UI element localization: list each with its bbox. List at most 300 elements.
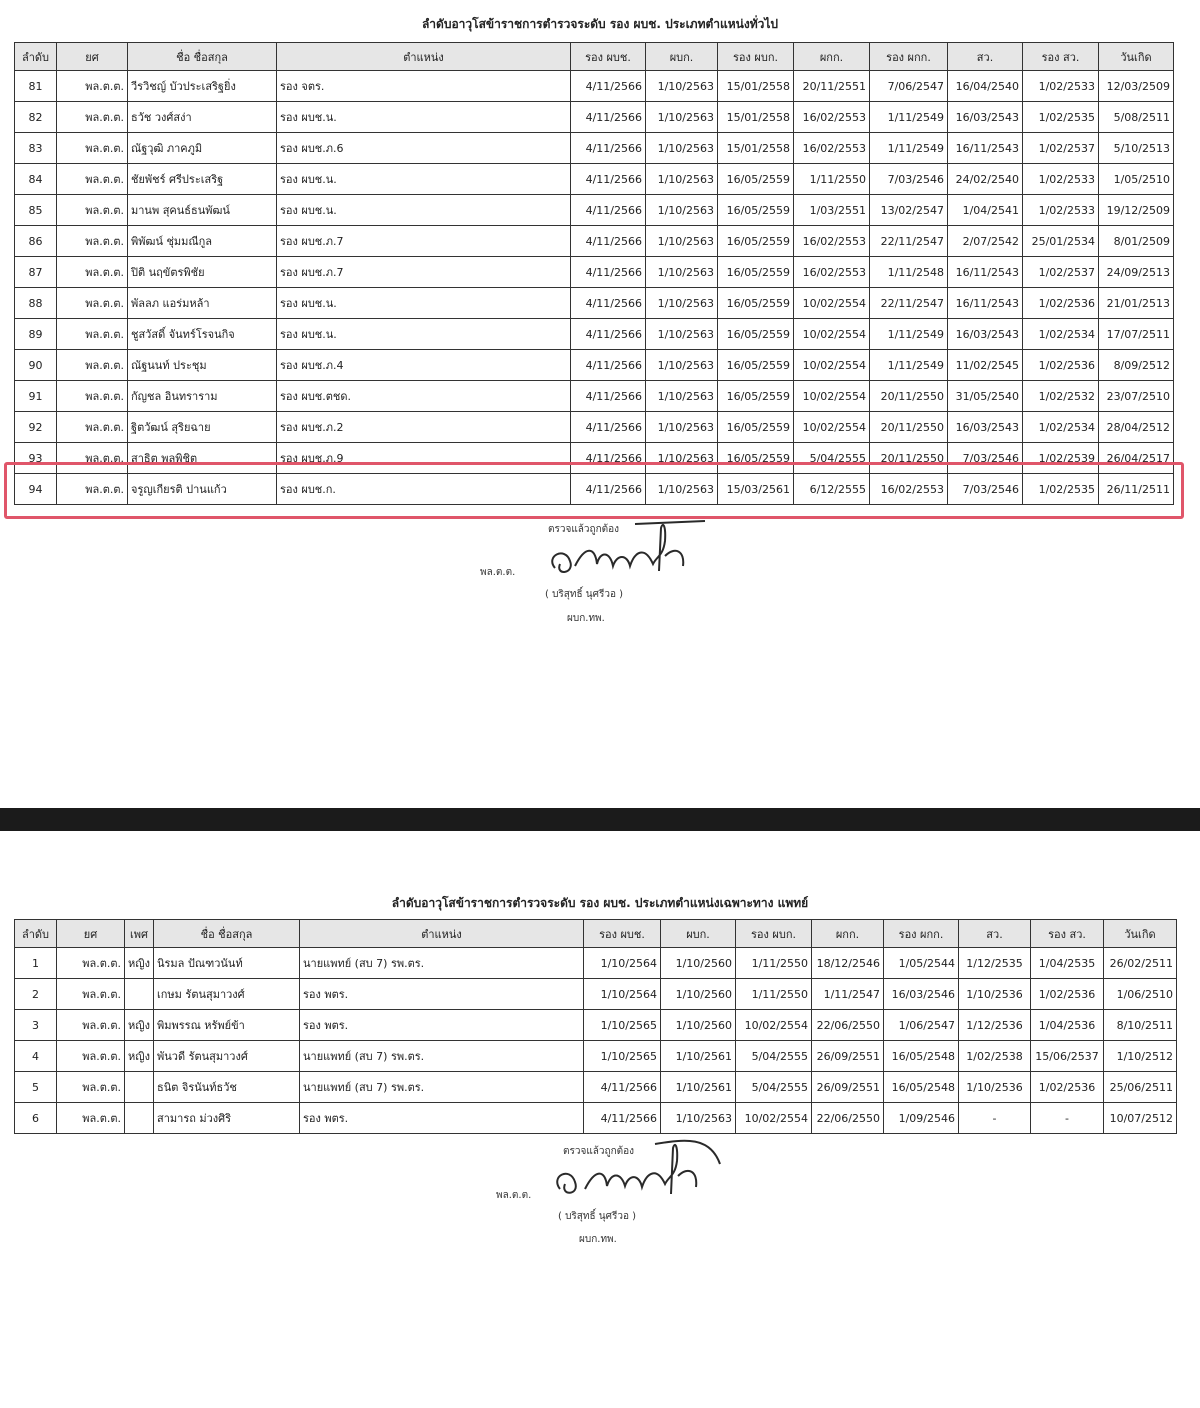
table-cell: 3: [15, 1010, 57, 1041]
table-cell: ปิติ นฤขัตรพิชัย: [128, 257, 277, 288]
table-cell: 1/02/2536: [1023, 288, 1099, 319]
table-cell: 1/02/2539: [1023, 443, 1099, 474]
table-cell: พัลลภ แอร่มหล้า: [128, 288, 277, 319]
table-cell: 1/11/2550: [736, 948, 812, 979]
column-header: รอง สว.: [1031, 920, 1104, 948]
table-cell: 1/10/2563: [646, 350, 718, 381]
table-cell: 23/07/2510: [1099, 381, 1174, 412]
table-cell: 1/10/2564: [584, 979, 661, 1010]
table-cell: 26/11/2511: [1099, 474, 1174, 505]
column-header: ผบก.: [661, 920, 736, 948]
table-cell: ฐิตวัฒน์ สุริยฉาย: [128, 412, 277, 443]
table-cell: 4/11/2566: [571, 288, 646, 319]
table-cell: 24/02/2540: [948, 164, 1023, 195]
table-cell: พล.ต.ต.: [57, 350, 128, 381]
table-cell: 1/11/2549: [870, 133, 948, 164]
table-header-row: [15, 920, 1177, 948]
table-cell: พันวดี รัตนสุมาวงศ์: [154, 1041, 300, 1072]
column-header: เพศ: [125, 920, 154, 948]
table-cell: 1/10/2565: [584, 1041, 661, 1072]
table-cell: เกษม รัตนสุมาวงศ์: [154, 979, 300, 1010]
column-header: รอง ผบช.: [571, 43, 646, 71]
table-cell: 15/01/2558: [718, 102, 794, 133]
table-cell: 1/10/2563: [646, 319, 718, 350]
table-cell: รอง ผบช.ตชด.: [277, 381, 571, 412]
table-row: [15, 1103, 1177, 1134]
table-cell: 91: [15, 381, 57, 412]
table-cell: 1/04/2536: [1031, 1010, 1104, 1041]
table-cell: รอง ผบช.น.: [277, 164, 571, 195]
table-cell: ณัฐวุฒิ ภาคภูมิ: [128, 133, 277, 164]
table-cell: รอง ผบช.ภ.7: [277, 257, 571, 288]
column-header: ผกก.: [794, 43, 870, 71]
table-cell: 1/09/2546: [884, 1103, 959, 1134]
table-cell: 1/11/2549: [870, 319, 948, 350]
table-row: [15, 319, 1174, 350]
table-cell: 16/11/2543: [948, 257, 1023, 288]
table-cell: พล.ต.ต.: [57, 1010, 125, 1041]
certified-text: ตรวจแล้วถูกต้อง: [563, 1146, 635, 1157]
table-cell: 16/05/2559: [718, 195, 794, 226]
table-cell: รอง พตร.: [300, 1010, 584, 1041]
table-cell: 90: [15, 350, 57, 381]
table-cell: 1/10/2564: [584, 948, 661, 979]
table-row: [15, 288, 1174, 319]
table-cell: 26/04/2517: [1099, 443, 1174, 474]
table-cell: 81: [15, 71, 57, 102]
table-cell: 22/06/2550: [812, 1010, 884, 1041]
table-cell: พล.ต.ต.: [57, 195, 128, 226]
table-row: [15, 979, 1177, 1010]
table-cell: 10/07/2512: [1104, 1103, 1177, 1134]
signature-mark: [545, 1134, 725, 1209]
table-cell: พิมพรรณ หรัพย์ข้า: [154, 1010, 300, 1041]
table-cell: 1/10/2563: [646, 288, 718, 319]
table-cell: 1/10/2563: [646, 443, 718, 474]
table-cell: 4/11/2566: [571, 226, 646, 257]
table-cell: รอง ผบช.ก.: [277, 474, 571, 505]
table-cell: กัญชล อินทราราม: [128, 381, 277, 412]
table-cell: 4/11/2566: [571, 381, 646, 412]
table-row: [15, 195, 1174, 226]
table-cell: 5/08/2511: [1099, 102, 1174, 133]
table-cell: 1/10/2561: [661, 1072, 736, 1103]
table-cell: 8/10/2511: [1104, 1010, 1177, 1041]
table-cell: 6/12/2555: [794, 474, 870, 505]
table-cell: 10/02/2554: [794, 412, 870, 443]
table-cell: 1/10/2563: [646, 474, 718, 505]
table-row: [15, 1041, 1177, 1072]
table-cell: 16/05/2559: [718, 443, 794, 474]
column-header: ยศ: [57, 920, 125, 948]
table-cell: 1: [15, 948, 57, 979]
table-cell: 15/01/2558: [718, 133, 794, 164]
table-cell: 16/02/2553: [794, 257, 870, 288]
table-cell: 1/10/2561: [661, 1041, 736, 1072]
table-cell: 16/03/2543: [948, 412, 1023, 443]
table-row: [15, 226, 1174, 257]
seniority-table-general: [14, 42, 1174, 505]
table-row: [15, 102, 1174, 133]
table-cell: 24/09/2513: [1099, 257, 1174, 288]
table-cell: 1/06/2547: [884, 1010, 959, 1041]
table-cell: 1/02/2536: [1031, 979, 1104, 1010]
column-header: ยศ: [57, 43, 128, 71]
table-row: [15, 164, 1174, 195]
table-cell: 1/02/2538: [959, 1041, 1031, 1072]
table-cell: 1/04/2541: [948, 195, 1023, 226]
column-header: ผกก.: [812, 920, 884, 948]
table-cell: 20/11/2551: [794, 71, 870, 102]
table-cell: 5/04/2555: [736, 1041, 812, 1072]
table-cell: 1/06/2510: [1104, 979, 1177, 1010]
table-cell: 10/02/2554: [736, 1010, 812, 1041]
table-cell: 1/10/2563: [646, 226, 718, 257]
table-header-row: [15, 43, 1174, 71]
table-cell: ชูสวัสดิ์ จันทร์โรจนกิจ: [128, 319, 277, 350]
table-cell: 7/03/2546: [870, 164, 948, 195]
table-cell: พล.ต.ต.: [57, 319, 128, 350]
table-cell: 31/05/2540: [948, 381, 1023, 412]
column-header: ลำดับ: [15, 920, 57, 948]
table-cell: 1/10/2563: [646, 381, 718, 412]
table-cell: [125, 1103, 154, 1134]
table-cell: 82: [15, 102, 57, 133]
table-cell: 1/11/2547: [812, 979, 884, 1010]
table-cell: 22/11/2547: [870, 288, 948, 319]
table-cell: 5: [15, 1072, 57, 1103]
table-cell: 4/11/2566: [571, 257, 646, 288]
table-cell: 16/02/2553: [794, 102, 870, 133]
table-cell: 20/11/2550: [870, 381, 948, 412]
table-cell: 16/05/2559: [718, 226, 794, 257]
table-cell: 10/02/2554: [794, 319, 870, 350]
table-cell: 16/05/2559: [718, 350, 794, 381]
table-cell: 1/02/2537: [1023, 257, 1099, 288]
table-cell: 1/02/2534: [1023, 319, 1099, 350]
signature-mark: [535, 516, 710, 586]
table-row: [15, 350, 1174, 381]
table-cell: พล.ต.ต.: [57, 474, 128, 505]
table-cell: นิรมล ปัณฑวนันท์: [154, 948, 300, 979]
table-cell: พล.ต.ต.: [57, 133, 128, 164]
table-cell: 1/02/2533: [1023, 195, 1099, 226]
table-cell: ณัฐนนท์ ประชุม: [128, 350, 277, 381]
table-cell: 86: [15, 226, 57, 257]
table-cell: 16/05/2559: [718, 412, 794, 443]
table-cell: 93: [15, 443, 57, 474]
table-cell: 10/02/2554: [794, 288, 870, 319]
table-cell: 1/11/2549: [870, 350, 948, 381]
table-cell: 26/09/2551: [812, 1072, 884, 1103]
table-cell: 4/11/2566: [571, 133, 646, 164]
table-cell: นายแพทย์ (สบ 7) รพ.ตร.: [300, 948, 584, 979]
table-cell: 1/05/2510: [1099, 164, 1174, 195]
table-cell: 20/11/2550: [870, 443, 948, 474]
table-cell: 8/01/2509: [1099, 226, 1174, 257]
table-cell: 1/10/2560: [661, 948, 736, 979]
signer-name: ( บริสุทธิ์ นุศรีวอ ): [545, 589, 624, 600]
table-row: [15, 948, 1177, 979]
table-cell: 1/10/2563: [646, 257, 718, 288]
table-row: [15, 71, 1174, 102]
table-cell: รอง ผบช.ภ.4: [277, 350, 571, 381]
table-cell: 1/10/2563: [646, 102, 718, 133]
table-row: [15, 412, 1174, 443]
table-cell: ธวัช วงศ์สง่า: [128, 102, 277, 133]
table-cell: 7/03/2546: [948, 443, 1023, 474]
table-cell: 85: [15, 195, 57, 226]
table-cell: พิพัฒน์ ชุ่มมณีกูล: [128, 226, 277, 257]
table-cell: ชัยพัชร์ ศรีประเสริฐ: [128, 164, 277, 195]
table-cell: 25/06/2511: [1104, 1072, 1177, 1103]
signer-title: ผบก.ทพ.: [567, 613, 605, 624]
table-cell: หญิง: [125, 948, 154, 979]
table-cell: 1/10/2563: [646, 133, 718, 164]
table-cell: [125, 1072, 154, 1103]
table-cell: 1/03/2551: [794, 195, 870, 226]
document-page-medical: [0, 831, 1200, 1408]
table-cell: รอง ผบช.น.: [277, 195, 571, 226]
table-cell: 1/11/2549: [870, 102, 948, 133]
table-cell: รอง พตร.: [300, 979, 584, 1010]
table-cell: 1/10/2563: [646, 164, 718, 195]
page-title: ลำดับอาวุโสข้าราชการตำรวจระดับ รอง ผบช. ประเภทตำแหน่งทั่วไป: [421, 17, 779, 31]
table-cell: รอง ผบช.น.: [277, 319, 571, 350]
table-cell: พล.ต.ต.: [57, 1072, 125, 1103]
table-cell: 16/05/2559: [718, 164, 794, 195]
table-cell: นายแพทย์ (สบ 7) รพ.ตร.: [300, 1041, 584, 1072]
table-cell: 1/12/2535: [959, 948, 1031, 979]
table-cell: 1/02/2536: [1023, 350, 1099, 381]
table-cell: 1/10/2560: [661, 1010, 736, 1041]
table-cell: 5/04/2555: [736, 1072, 812, 1103]
table-cell: 28/04/2512: [1099, 412, 1174, 443]
column-header: วันเกิด: [1099, 43, 1174, 71]
table-cell: 1/10/2563: [646, 412, 718, 443]
signer-title: ผบก.ทพ.: [579, 1234, 617, 1245]
signer-name: ( บริสุทธิ์ นุศรีวอ ): [558, 1211, 637, 1222]
table-cell: 16/04/2540: [948, 71, 1023, 102]
table-cell: 15/06/2537: [1031, 1041, 1104, 1072]
table-cell: 10/02/2554: [794, 350, 870, 381]
table-cell: นายแพทย์ (สบ 7) รพ.ตร.: [300, 1072, 584, 1103]
table-cell: 12/03/2509: [1099, 71, 1174, 102]
table-cell: 26/09/2551: [812, 1041, 884, 1072]
table-cell: 4/11/2566: [571, 350, 646, 381]
table-cell: 20/11/2550: [870, 412, 948, 443]
table-cell: 11/02/2545: [948, 350, 1023, 381]
table-cell: [125, 979, 154, 1010]
table-cell: 13/02/2547: [870, 195, 948, 226]
column-header: รอง ผบก.: [736, 920, 812, 948]
column-header: ชื่อ ชื่อสกุล: [128, 43, 277, 71]
table-cell: 4/11/2566: [571, 319, 646, 350]
column-header: ลำดับ: [15, 43, 57, 71]
table-cell: 18/12/2546: [812, 948, 884, 979]
table-cell: 22/06/2550: [812, 1103, 884, 1134]
table-cell: พล.ต.ต.: [57, 412, 128, 443]
table-cell: จรูญเกียรติ ปานแก้ว: [128, 474, 277, 505]
table-cell: 1/10/2563: [646, 195, 718, 226]
table-cell: 1/02/2533: [1023, 71, 1099, 102]
table-cell: พล.ต.ต.: [57, 1103, 125, 1134]
table-cell: 1/10/2512: [1104, 1041, 1177, 1072]
table-cell: 89: [15, 319, 57, 350]
column-header: สว.: [959, 920, 1031, 948]
column-header: ตำแหน่ง: [300, 920, 584, 948]
table-row: [15, 1010, 1177, 1041]
table-cell: 16/02/2553: [870, 474, 948, 505]
table-cell: -: [959, 1103, 1031, 1134]
table-cell: พล.ต.ต.: [57, 226, 128, 257]
table-cell: 2/07/2542: [948, 226, 1023, 257]
table-cell: รอง ผบช.ภ.7: [277, 226, 571, 257]
column-header: ชื่อ ชื่อสกุล: [154, 920, 300, 948]
table-cell: 1/10/2563: [661, 1103, 736, 1134]
table-cell: 7/03/2546: [948, 474, 1023, 505]
table-row: [15, 133, 1174, 164]
table-cell: 1/02/2533: [1023, 164, 1099, 195]
certified-text: ตรวจแล้วถูกต้อง: [548, 524, 620, 535]
table-cell: 88: [15, 288, 57, 319]
table-cell: 1/10/2560: [661, 979, 736, 1010]
table-cell: 1/10/2536: [959, 1072, 1031, 1103]
table-cell: 16/05/2559: [718, 381, 794, 412]
table-cell: 92: [15, 412, 57, 443]
table-cell: มานพ สุคนธ์ธนพัฒน์: [128, 195, 277, 226]
table-cell: 1/02/2536: [1031, 1072, 1104, 1103]
table-cell: 1/12/2536: [959, 1010, 1031, 1041]
column-header: รอง สว.: [1023, 43, 1099, 71]
table-cell: พล.ต.ต.: [57, 102, 128, 133]
table-cell: 8/09/2512: [1099, 350, 1174, 381]
table-cell: รอง ผบช.ภ.9: [277, 443, 571, 474]
table-cell: 15/03/2561: [718, 474, 794, 505]
table-cell: 16/11/2543: [948, 288, 1023, 319]
table-cell: 1/10/2563: [646, 71, 718, 102]
table-cell: พล.ต.ต.: [57, 443, 128, 474]
column-header: ผบก.: [646, 43, 718, 71]
table-cell: รอง พตร.: [300, 1103, 584, 1134]
column-header: รอง ผบก.: [718, 43, 794, 71]
table-cell: 1/11/2548: [870, 257, 948, 288]
table-cell: 7/06/2547: [870, 71, 948, 102]
table-cell: 16/03/2546: [884, 979, 959, 1010]
table-cell: 25/01/2534: [1023, 226, 1099, 257]
table-cell: 4/11/2566: [571, 164, 646, 195]
table-cell: 21/01/2513: [1099, 288, 1174, 319]
highlight-box: [4, 462, 1184, 519]
table-cell: พล.ต.ต.: [57, 948, 125, 979]
table-cell: 4/11/2566: [571, 443, 646, 474]
table-cell: 10/02/2554: [794, 381, 870, 412]
table-cell: 2: [15, 979, 57, 1010]
table-cell: 4/11/2566: [571, 474, 646, 505]
table-cell: 16/03/2543: [948, 319, 1023, 350]
table-cell: -: [1031, 1103, 1104, 1134]
table-row: [15, 1072, 1177, 1103]
table-cell: 4/11/2566: [584, 1103, 661, 1134]
table-cell: 83: [15, 133, 57, 164]
table-cell: 1/02/2537: [1023, 133, 1099, 164]
table-cell: 1/11/2550: [736, 979, 812, 1010]
table-cell: 94: [15, 474, 57, 505]
table-cell: 22/11/2547: [870, 226, 948, 257]
table-cell: รอง ผบช.ภ.2: [277, 412, 571, 443]
table-cell: รอง ผบช.ภ.6: [277, 133, 571, 164]
table-cell: พล.ต.ต.: [57, 381, 128, 412]
column-header: รอง ผบช.: [584, 920, 661, 948]
table-cell: 19/12/2509: [1099, 195, 1174, 226]
table-cell: 1/05/2544: [884, 948, 959, 979]
table-cell: 16/11/2543: [948, 133, 1023, 164]
table-cell: พล.ต.ต.: [57, 1041, 125, 1072]
table-cell: พล.ต.ต.: [57, 288, 128, 319]
table-cell: 1/02/2534: [1023, 412, 1099, 443]
table-cell: 1/10/2536: [959, 979, 1031, 1010]
rank-label: พล.ต.ต.: [480, 567, 516, 578]
table-cell: 16/05/2548: [884, 1072, 959, 1103]
table-cell: 16/05/2548: [884, 1041, 959, 1072]
table-cell: 17/07/2511: [1099, 319, 1174, 350]
table-cell: 1/02/2532: [1023, 381, 1099, 412]
page-title: ลำดับอาวุโสข้าราชการตำรวจระดับ รอง ผบช. ประเภทตำแหน่งเฉพาะทาง แพทย์: [391, 896, 809, 910]
table-cell: หญิง: [125, 1010, 154, 1041]
table-cell: พล.ต.ต.: [57, 164, 128, 195]
column-header: รอง ผกก.: [870, 43, 948, 71]
table-cell: พล.ต.ต.: [57, 257, 128, 288]
table-cell: สาธิต พลพิชิต: [128, 443, 277, 474]
table-cell: วีรวิชญ์ บัวประเสริฐยิ่ง: [128, 71, 277, 102]
table-row: [15, 257, 1174, 288]
table-cell: 4/11/2566: [584, 1072, 661, 1103]
table-cell: 4/11/2566: [571, 195, 646, 226]
table-cell: 5/10/2513: [1099, 133, 1174, 164]
table-cell: 16/05/2559: [718, 288, 794, 319]
table-cell: รอง ผบช.น.: [277, 102, 571, 133]
table-cell: 10/02/2554: [736, 1103, 812, 1134]
table-cell: 15/01/2558: [718, 71, 794, 102]
table-cell: สามารถ ม่วงศิริ: [154, 1103, 300, 1134]
table-cell: 5/04/2555: [794, 443, 870, 474]
table-cell: รอง จตร.: [277, 71, 571, 102]
table-cell: ธนิต จิรนันท์ธวัช: [154, 1072, 300, 1103]
table-cell: 87: [15, 257, 57, 288]
table-cell: 4: [15, 1041, 57, 1072]
page-divider: [0, 808, 1200, 831]
column-header: สว.: [948, 43, 1023, 71]
table-cell: 1/02/2535: [1023, 474, 1099, 505]
table-cell: 1/11/2550: [794, 164, 870, 195]
table-cell: 16/05/2559: [718, 319, 794, 350]
table-cell: หญิง: [125, 1041, 154, 1072]
table-cell: 16/05/2559: [718, 257, 794, 288]
table-cell: 16/03/2543: [948, 102, 1023, 133]
table-cell: พล.ต.ต.: [57, 71, 128, 102]
column-header: วันเกิด: [1104, 920, 1177, 948]
table-cell: รอง ผบช.น.: [277, 288, 571, 319]
table-cell: 16/02/2553: [794, 133, 870, 164]
column-header: รอง ผกก.: [884, 920, 959, 948]
table-cell: 6: [15, 1103, 57, 1134]
table-cell: 1/02/2535: [1023, 102, 1099, 133]
table-cell: 26/02/2511: [1104, 948, 1177, 979]
rank-label: พล.ต.ต.: [496, 1190, 532, 1201]
seniority-table-medical: [14, 919, 1177, 1134]
column-header: ตำแหน่ง: [277, 43, 571, 71]
table-cell: 84: [15, 164, 57, 195]
